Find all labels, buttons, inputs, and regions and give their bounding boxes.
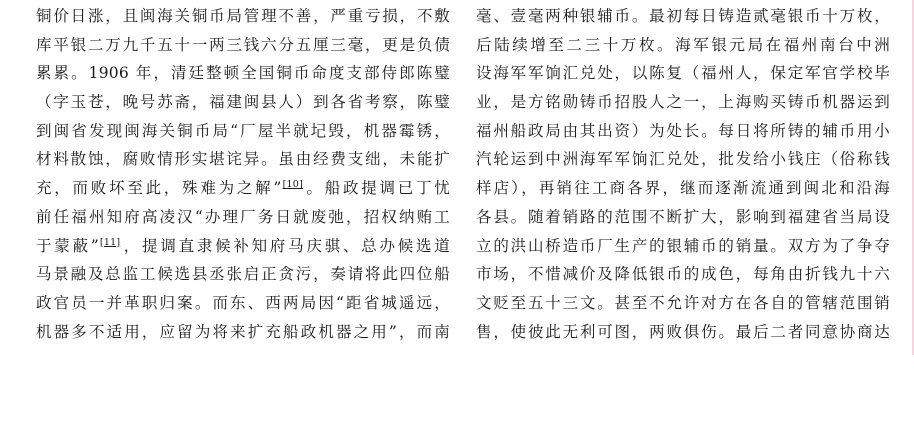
text-line	[476, 31, 890, 60]
line-text: 文贬至五十三文。甚至不允许对方在各自的管辖范围销	[476, 293, 890, 312]
line-text: 各县。随着销路的范围不断扩大，影响到福建省当局设	[476, 207, 890, 226]
line-text: 铜价日涨，且闽海关铜币局管理不善，严重亏损，不敷	[36, 7, 450, 25]
text-line	[476, 117, 890, 146]
line-text-continued: ，提调直隶候补知府马庆骐、总办候选道	[121, 236, 450, 255]
line-text: 福州船政局由其出资）为处长。每日将所铸的辅币用小	[476, 121, 890, 140]
text-line	[476, 232, 890, 261]
text-line	[36, 117, 450, 146]
line-text: 样店），再销往工商各界，继而逐渐流通到闽北和沿海	[476, 179, 890, 198]
text-line	[36, 289, 450, 318]
text-line	[476, 260, 890, 289]
line-text: 毫、壹毫两种银辅币。最初每日铸造贰毫银币十万枚，	[476, 7, 890, 25]
line-text: 售，使彼此无利可图，两败俱伤。最后二者同意协商达	[476, 322, 890, 341]
line-text: 于蒙蔽”	[36, 236, 99, 255]
line-text: 汽轮运到中洲海军军饷汇兑处，批发给小钱庄（俗称钱	[476, 150, 890, 169]
line-text: 设海军军饷汇兑处，以陈复（福州人，保定军官学校毕	[476, 64, 890, 83]
text-line	[36, 174, 450, 203]
text-line	[36, 88, 450, 117]
footnote-marker[interactable]: [10]	[282, 179, 303, 191]
text-line	[476, 88, 890, 117]
line-text: 库平银二万九千五十一两三钱六分五厘三毫，更是负债	[36, 35, 450, 54]
text-line	[36, 260, 450, 289]
text-line	[476, 318, 890, 347]
left-text-column	[36, 2, 450, 346]
line-text: 充，而败坏至此，殊难为之解”	[36, 179, 282, 198]
line-text: 到闽省发现闽海关铜币局“厂屋半就圮毁，机器霉锈，	[36, 121, 450, 140]
line-text: （字玉苍，晚号苏斋，福建闽县人）到各省考察，陈璧	[36, 93, 450, 112]
line-text: 政官员一并革职归案。而东、西两局因“距省城遥远，	[36, 293, 450, 312]
right-text-column	[476, 2, 890, 346]
text-line	[476, 174, 890, 203]
text-line	[36, 145, 450, 174]
text-line	[36, 318, 450, 347]
line-text: 累累。1906 年，清廷整顿全国铜币命度支部侍郎陈璧	[36, 64, 450, 83]
text-line	[36, 2, 450, 31]
line-text: 材料散蚀，腐败情形实堪诧异。虽由经费支绌，未能扩	[36, 150, 450, 169]
line-text: 市场，不惜减价及降低银币的成色，每角由折钱九十六	[476, 265, 890, 284]
text-line	[36, 203, 450, 232]
text-line	[36, 31, 450, 60]
text-line	[476, 2, 890, 31]
line-text: 业，是方铭勋铸币招股人之一，上海购买铸币机器运到	[476, 93, 890, 112]
footnote-marker[interactable]: [11]	[99, 236, 121, 248]
text-line	[36, 232, 450, 261]
line-text: 机器多不适用，应留为将来扩充船政机器之用”，而南	[36, 322, 450, 341]
line-text: 马景融及总监工候选县丞张启正贪污，奏请将此四位船	[36, 265, 450, 284]
line-text: 后陆续增至二三十万枚。海军银元局在福州南台中洲	[476, 35, 890, 54]
text-line	[476, 289, 890, 318]
text-line	[476, 203, 890, 232]
text-line	[36, 59, 450, 88]
text-line	[476, 145, 890, 174]
text-line	[476, 59, 890, 88]
line-text-continued: 。船政提调已丁忧	[303, 179, 450, 198]
line-text: 立的洪山桥造币厂生产的银辅币的销量。双方为了争夺	[476, 236, 890, 255]
line-text: 前任福州知府高凌汉“办理厂务日就废弛，招权纳贿工	[36, 207, 450, 226]
